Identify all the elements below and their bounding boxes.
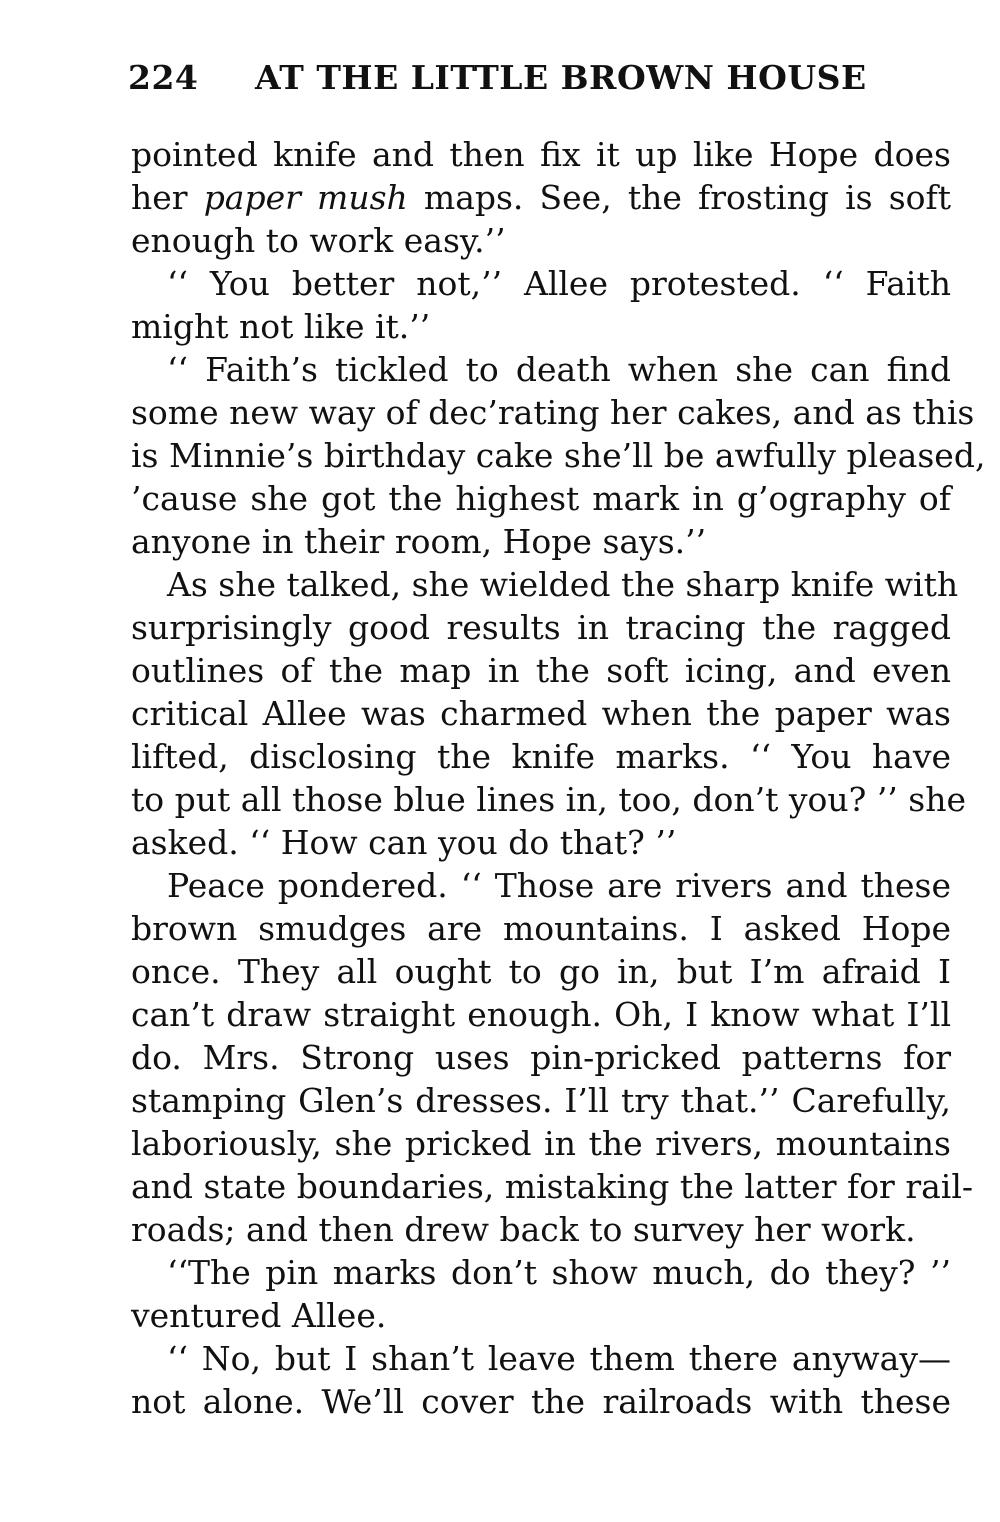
text-line: is Minnie’s birthday cake she’ll be awfully pleased, bbox=[131, 436, 986, 475]
text-line: brown smudges are mountains. I asked Hope bbox=[131, 909, 951, 948]
text-line: ‘‘ You better not,’’ Allee protested. ‘‘ Faith bbox=[167, 264, 951, 303]
text-line: ‘‘ Faith’s tickled to death when she can find bbox=[167, 350, 951, 389]
text-line: do. Mrs. Strong uses pin-pricked patterns for bbox=[131, 1038, 951, 1077]
text-line: Peace pondered. ‘‘ Those are rivers and these bbox=[167, 866, 951, 905]
text-line: As she talked, she wielded the sharp knife with bbox=[167, 565, 959, 604]
running-header bbox=[128, 58, 958, 98]
text-line bbox=[131, 176, 951, 219]
text-line: ‘‘The pin marks don’t show much, do they? ’’ bbox=[167, 1253, 951, 1292]
text-line: not alone. We’ll cover the railroads with these bbox=[131, 1382, 951, 1421]
text-line: some new way of dec’rating her cakes, and as this bbox=[131, 393, 975, 432]
text-line: stamping Glen’s dresses. I’ll try that.’’ Carefully, bbox=[131, 1081, 951, 1120]
text-line: can’t draw straight enough. Oh, I know what I’ll bbox=[131, 995, 951, 1034]
text-line: lifted, disclosing the knife marks. ‘‘ You have bbox=[131, 737, 951, 776]
text-line: and state boundaries, mistaking the latter for rail- bbox=[131, 1167, 974, 1206]
page-number: 224 bbox=[128, 58, 199, 97]
text-line: once. They all ought to go in, but I’m afraid I bbox=[131, 952, 951, 991]
text-line: ’cause she got the highest mark in g’ography of bbox=[131, 479, 951, 518]
text-line: surprisingly good results in tracing the ragged bbox=[131, 608, 951, 647]
italic-phrase: paper mush bbox=[203, 178, 408, 217]
body-text bbox=[131, 133, 986, 1423]
text-line: asked. ‘‘ How can you do that? ’’ bbox=[131, 823, 677, 862]
text-run: her bbox=[131, 178, 204, 217]
text-line: anyone in their room, Hope says.’’ bbox=[131, 522, 707, 561]
text-line: ‘‘ No, but I shan’t leave them there anyway— bbox=[167, 1339, 951, 1378]
text-line: critical Allee was charmed when the paper was bbox=[131, 694, 951, 733]
text-run: maps. See, the frosting is soft bbox=[407, 178, 951, 217]
text-line: laboriously, she pricked in the rivers, mountains bbox=[131, 1124, 951, 1163]
text-line: pointed knife and then fix it up like Hope does bbox=[131, 135, 951, 174]
text-line: enough to work easy.’’ bbox=[131, 221, 506, 260]
text-line: outlines of the map in the soft icing, and even bbox=[131, 651, 951, 690]
text-line: roads; and then drew back to survey her work. bbox=[131, 1210, 916, 1249]
text-line: ventured Allee. bbox=[131, 1296, 387, 1335]
running-title: AT THE LITTLE BROWN HOUSE bbox=[255, 58, 867, 97]
text-line: to put all those blue lines in, too, don’t you? ’’ she bbox=[131, 780, 967, 819]
text-line: might not like it.’’ bbox=[131, 307, 431, 346]
